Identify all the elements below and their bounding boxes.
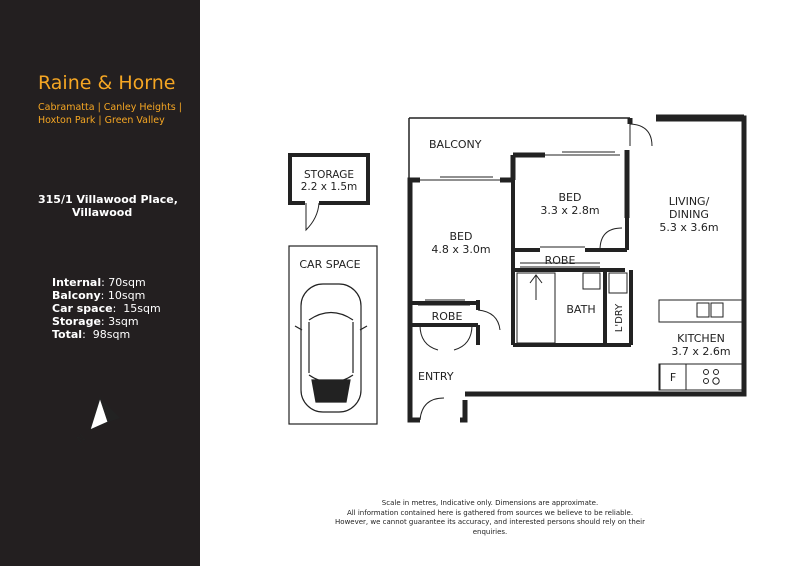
entry-label: ENTRY bbox=[418, 370, 454, 383]
area-storage: Storage: 3sqm bbox=[52, 315, 139, 328]
living-label-1: LIVING/ bbox=[668, 195, 710, 208]
bath-label: BATH bbox=[566, 303, 596, 316]
storage-label: STORAGE bbox=[304, 169, 354, 181]
car-space-label: CAR SPACE bbox=[299, 258, 361, 271]
living-dims: 5.3 x 3.6m bbox=[659, 221, 719, 234]
cooktop-icon bbox=[704, 370, 720, 385]
north-label: N bbox=[75, 432, 89, 446]
disclaimer bbox=[320, 499, 660, 537]
storage-room bbox=[290, 155, 368, 230]
area-car-space: Car space: 15sqm bbox=[52, 302, 161, 315]
bed2-label: BED bbox=[449, 230, 473, 243]
fridge-label: F bbox=[669, 371, 677, 384]
robe2-label: ROBE bbox=[431, 310, 463, 323]
car-icon bbox=[295, 284, 367, 412]
balcony bbox=[409, 118, 630, 180]
brand-name: Raine & Horne bbox=[38, 72, 176, 94]
disclaimer-line-3: However, we cannot guarantee its accuracy, and interested persons should rely on their enquiries. bbox=[335, 518, 645, 536]
bed1-dims: 3.3 x 2.8m bbox=[540, 204, 600, 217]
area-total: Total: 98sqm bbox=[52, 328, 131, 341]
branch-line-1: Cabramatta | Canley Heights | bbox=[38, 102, 182, 113]
address-line-1: 315/1 Villawood Place, bbox=[38, 193, 178, 206]
area-internal: Internal: 70sqm bbox=[52, 276, 146, 289]
kitchen-label: KITCHEN bbox=[677, 332, 725, 345]
disclaimer-line-2: All information contained here is gathered from sources we believe to be reliable. bbox=[346, 508, 634, 517]
north-arrow-icon bbox=[75, 398, 120, 446]
robe1-label: ROBE bbox=[544, 254, 576, 267]
area-balcony: Balcony: 10sqm bbox=[52, 289, 146, 302]
car-space bbox=[289, 246, 377, 424]
bed2-dims: 4.8 x 3.0m bbox=[431, 243, 491, 256]
living-label-2: DINING bbox=[669, 208, 709, 221]
address-line-2: Villawood bbox=[72, 206, 133, 219]
disclaimer-line-1: Scale in metres, Indicative only. Dimensions are approximate. bbox=[381, 499, 599, 507]
bed1-label: BED bbox=[558, 191, 582, 204]
branch-line-2: Hoxton Park | Green Valley bbox=[38, 115, 165, 126]
laundry-label: L'DRY bbox=[614, 303, 625, 333]
kitchen-dims: 3.7 x 2.6m bbox=[671, 345, 731, 358]
balcony-label: BALCONY bbox=[429, 138, 482, 151]
storage-dims: 2.2 x 1.5m bbox=[300, 181, 358, 193]
